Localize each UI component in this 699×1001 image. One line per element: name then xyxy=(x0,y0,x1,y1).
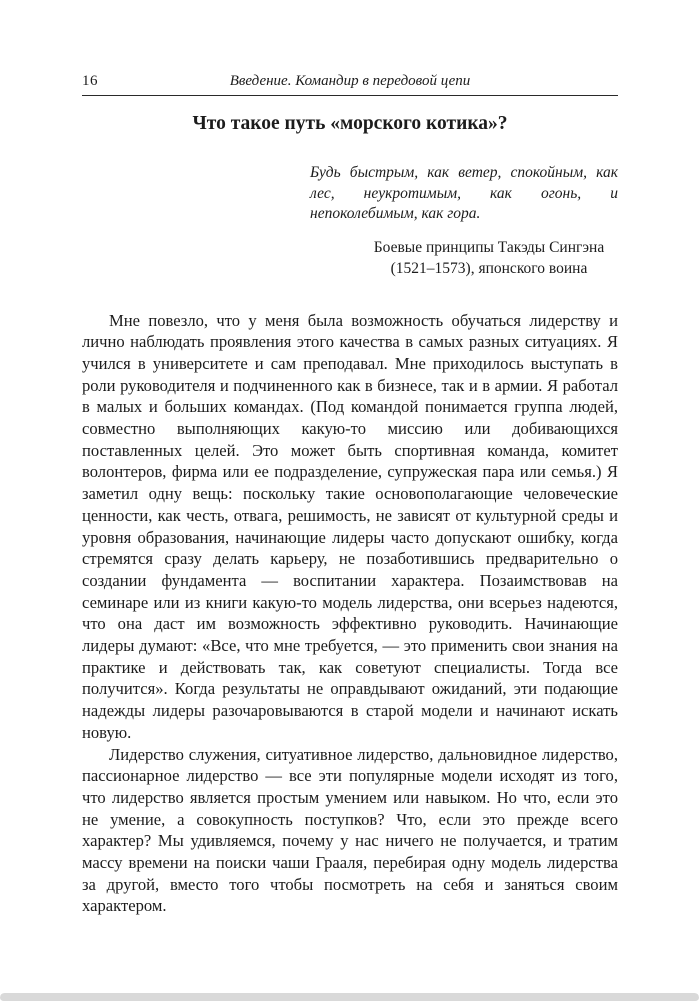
page-header xyxy=(82,72,618,91)
epigraph-quote: Будь быстрым, как ветер, спокойным, как лес, неукротимым, как огонь, и непоколебимым, как гора. xyxy=(310,164,618,222)
running-title: Введение. Командир в передовой цепи xyxy=(229,73,471,89)
attribution-line-2: (1521–1573), японского воина xyxy=(390,259,588,277)
chapter-title: Что такое путь «морского котика»? xyxy=(192,113,508,134)
header-rule xyxy=(82,95,618,96)
epigraph-attribution xyxy=(360,237,618,279)
attribution-line-1: Боевые принципы Такэды Сингэна xyxy=(373,238,605,256)
page-edge-shadow xyxy=(0,993,699,1001)
body-paragraph-2: Лидерство служения, ситуативное лидерство, дальновидное лидерство, пассионарное лидерство — все эти популярные модели исходят из того, что лидерство является простым умением или навыком. Но что, если это не умение, а совокупность поступков? Что, если это прежде всего характер? Мы удивляемся, почему у нас ничего не получается, и тратим массу времени на поиски чаши Грааля, перебирая одну модель лидерства за другой, вместо того чтобы посмотреть на себя и заняться своим характером. xyxy=(82,744,618,916)
page-number: 16 xyxy=(82,73,98,89)
body-paragraph-1: Мне повезло, что у меня была возможность обучаться лидерству и лично наблюдать проявления этого качества в самых разных ситуациях. Я учился в университете и сам преподавал. Мне приходилось выступать в роли руководителя и подчиненного как в бизнесе, так и в армии. Я работал в малых и больших командах. (Под командой понимается группа людей, совместно выполняющих какую-то миссию или добивающихся поставленных целей. Это может быть спортивная команда, комитет волонтеров, фирма или ее подразделение, супружеская пара или семья.) Я заметил одну вещь: поскольку такие основополагающие человеческие ценности, как честь, отвага, решимость, не зависят от культурной среды и уровня образования, начинающие лидеры часто допускают ошибку, когда стремятся сразу делать карьеру, не позаботившись предварительно о создании фундамента — воспитании характера. Позаимствовав на семинаре или из книги какую-то модель лидерства, они всерьез надеются, что она даст им возможность эффективно руководить. Начинающие лидеры думают: «Все, что мне требуется, — это применить свои знания на практике и действовать так, как советуют специалисты. Тогда все получится». Когда результаты не оправдывают ожиданий, эти подающие надежды лидеры разочаровываются в старой модели и начинают искать новую. xyxy=(82,310,618,742)
body-text xyxy=(82,310,618,918)
epigraph xyxy=(310,163,618,279)
